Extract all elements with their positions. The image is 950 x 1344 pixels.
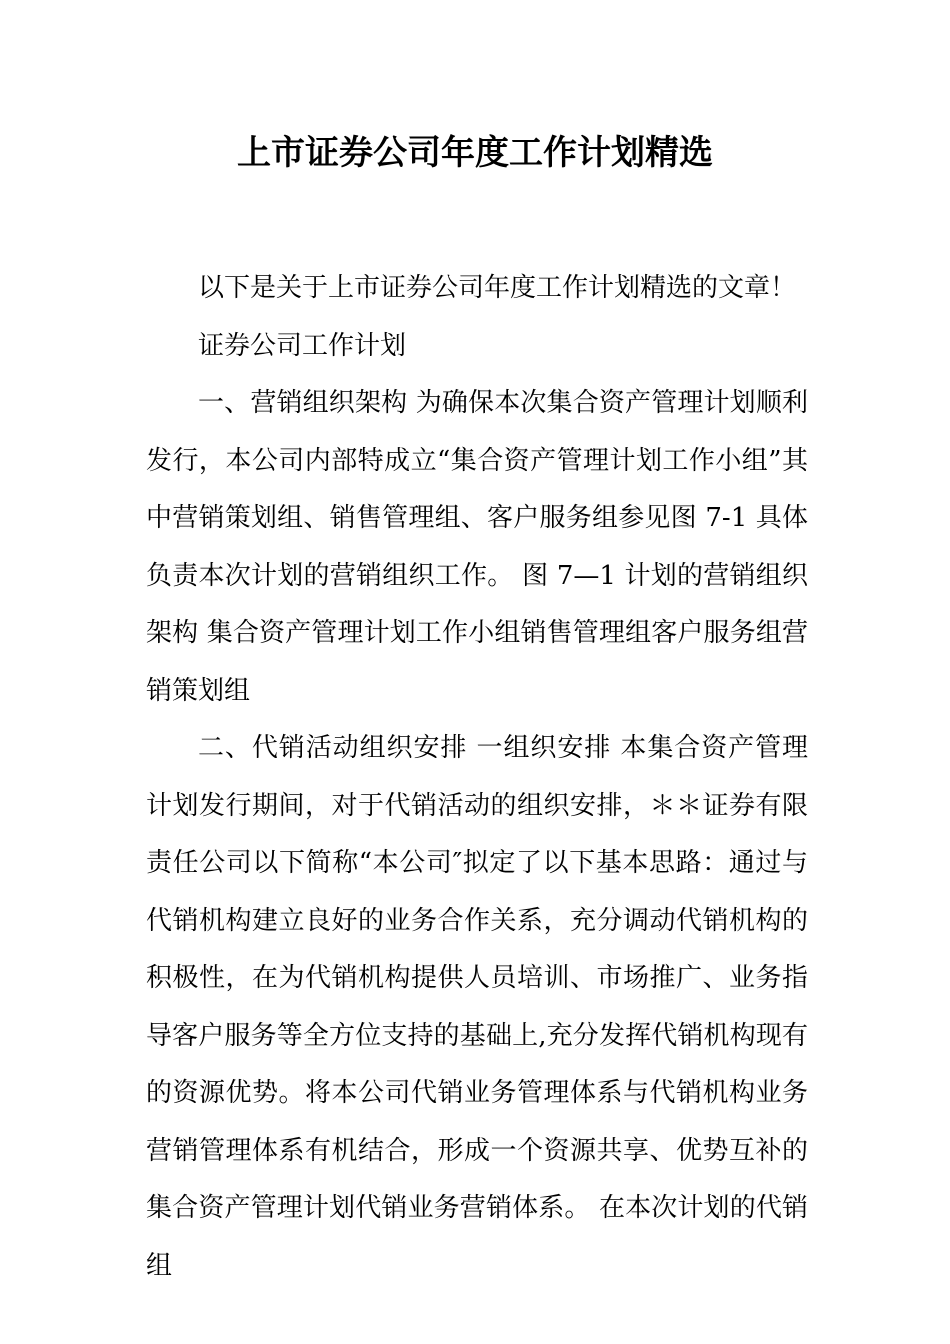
- document-body: [146, 260, 808, 1295]
- document-title: 上市证券公司年度工作计划精选: [237, 133, 713, 173]
- paragraph-distribution-arrangement: 二、代销活动组织安排 一组织安排 本集合资产管理计划发行期间，对于代销活动的组织安排，＊＊证券有限责任公司以下简称“本公司″拟定了以下基本思路：通过与代销机构建立良好的业务合作关系，充分调动代销机构的积极性，在为代销机构提供人员培训、市场推广、业务指导客户服务等全方位支持的基础上,充分发挥代销机构现有的资源优势。将本公司代销业务管理体系与代销机构业务营销管理体系有机结合，形成一个资源共享、优势互补的集合资产管理计划代销业务营销体系。 在本次计划的代销组: [146, 733, 808, 1281]
- intro-paragraph: 以下是关于上市证券公司年度工作计划精选的文章！: [198, 273, 797, 303]
- section-heading-work-plan: 证券公司工作计划: [198, 330, 407, 361]
- paragraph-marketing-organization: 一、营销组织架构 为确保本次集合资产管理计划顺利发行，本公司内部特成立“集合资产管理计划工作小组”其中营销策划组、销售管理组、客户服务组参见图 7-1 具体负责本次计划的营销组织工作。 图 7—1 计划的营销组织架构 集合资产管理计划工作小组销售管理组客户服务组营销策划组: [146, 388, 808, 706]
